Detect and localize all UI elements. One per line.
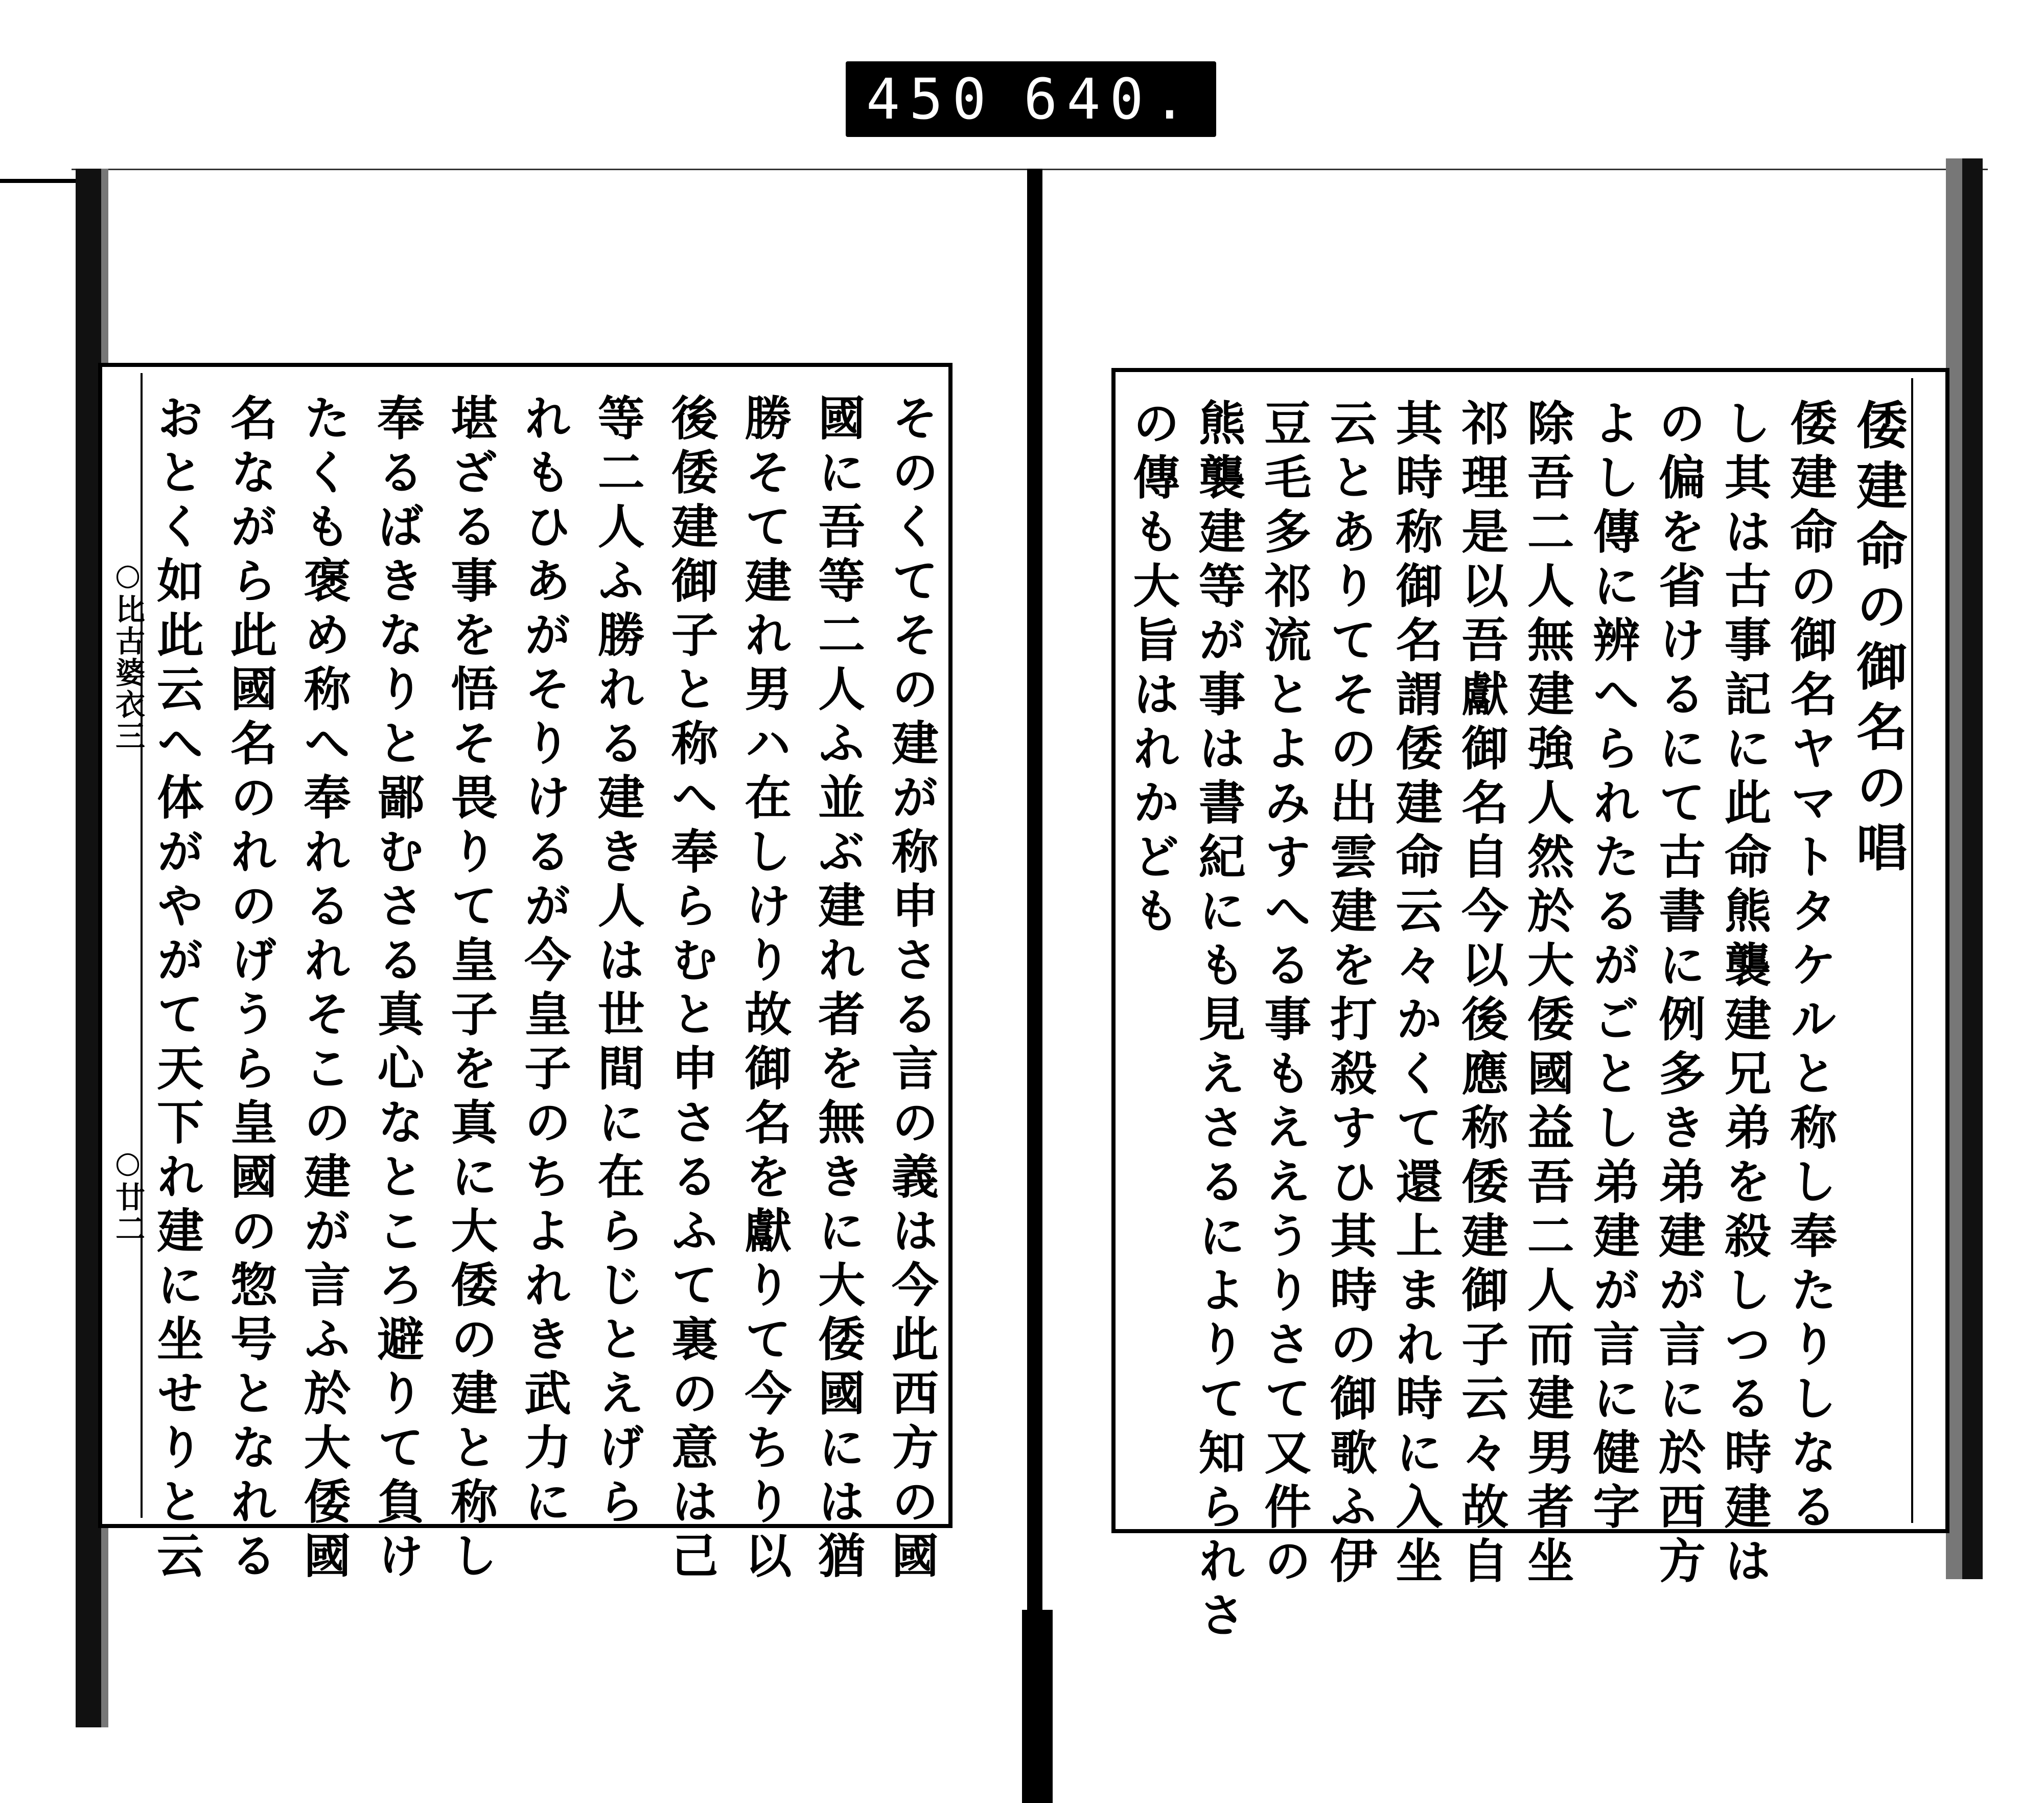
right-column-9: 云とありてその出雲建を打殺すひ其時の御歌ふ伊: [1322, 399, 1378, 1590]
left-column-1: そのくてその建が称申さる言の義は今此西方の國: [884, 394, 939, 1585]
book-spine: [1027, 169, 1042, 1676]
right-column-10: 豆毛多祁流とよみすへる事もええうりさて又件の: [1257, 399, 1312, 1590]
right-page-text: [1125, 399, 1908, 1645]
left-column-5: 等二人ふ勝れる建き人は世間に在らじとえげら: [590, 394, 645, 1531]
left-column-4: 後倭建御子と称へ奉らむと申さるふて裏の意は己: [663, 394, 719, 1585]
left-column-10: 名ながら此國名のれのげうら皇國の惣号となれる: [222, 394, 278, 1585]
left-column-2: 國に吾等二人ふ並ぶ建れ者を無きに大倭國には猶: [810, 394, 866, 1585]
book-spine-bottom: [1022, 1610, 1053, 1803]
book-right-edge: [1962, 158, 1983, 1579]
right-page-inner-rule: [1911, 378, 1913, 1523]
right-column-6: 除吾二人無建強人然於大倭國益吾二人而建男者坐: [1519, 399, 1575, 1590]
left-column-9: たくも褒め称へ奉れるれそこの建が言ふ於大倭國: [296, 394, 352, 1585]
book-left-edge: [76, 169, 101, 1727]
right-column-title: 倭建命の御名の唱: [1847, 399, 1908, 881]
left-page-text: [149, 394, 939, 1585]
right-column-4: の偏を省けるにて古書に例多き弟建が言に於西方: [1651, 399, 1706, 1590]
left-column-3: 勝そて建れ男ハ在しけり故御名を獻りて今ちり以: [737, 394, 793, 1585]
left-margin-book-title: ○比古婆衣三: [110, 557, 145, 752]
left-margin-page-number: ○廿二: [110, 1145, 145, 1245]
right-column-8: 其時称御名謂倭建命云々かくて還上まれ時に入坐: [1388, 399, 1444, 1590]
right-column-7: 祁理是以吾獻御名自今以後應称倭建御子云々故自: [1454, 399, 1509, 1590]
right-column-12: の傳も大旨はれかども: [1125, 399, 1180, 940]
left-column-6: れもひあがそりけるが今皇子のちよれき武力に: [516, 394, 572, 1531]
right-column-5: よし傳に辨へられたるがごとし弟建が言に健字: [1585, 399, 1641, 1536]
left-page-inner-rule: [141, 373, 143, 1518]
right-column-2: 倭建命の御名ヤマトタケルと称し奉たりしなる: [1782, 399, 1838, 1536]
right-column-3: し其は古事記に此命熊襲建兄弟を殺しつる時建は: [1716, 399, 1772, 1590]
counter-right-number: 640.: [1024, 66, 1196, 132]
scanner-counter-label: [846, 61, 1216, 137]
left-column-7: 堪ざる事を悟そ畏りて皇子を真に大倭の建と称し: [443, 394, 499, 1585]
left-column-11: おとく如此云へ体がやがて天下れ建に坐せりと云: [149, 394, 204, 1585]
left-column-8: 奉るばきなりと鄙むさる真心なところ避りて負け: [369, 394, 425, 1585]
right-column-11: 熊襲建等が事は書紀にも見えさるによりて知られさ: [1191, 399, 1246, 1645]
counter-left-number: 450: [866, 66, 995, 132]
